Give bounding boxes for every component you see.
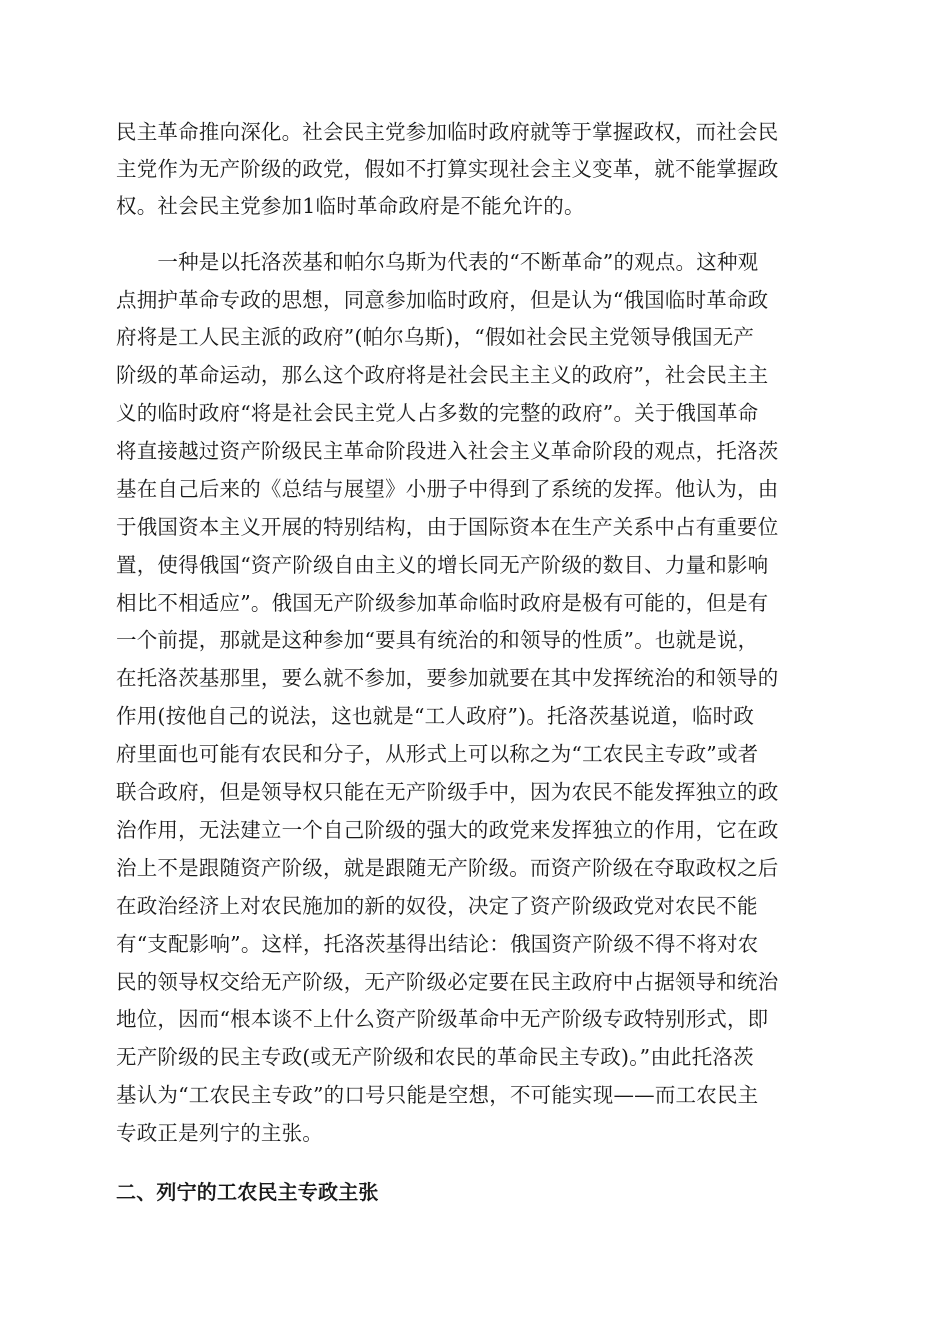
- text-line: 府里面也可能有农民和分子，从形式上可以称之为“工农民主专政”或者: [116, 742, 759, 766]
- text-line: 相比不相适应”。俄国无产阶级参加革命临时政府是极有可能的，但是有: [116, 591, 769, 615]
- text-line: 一个前提，那就是这种参加“要具有统治的和领导的性质”。也就是说，: [116, 628, 759, 652]
- text-line: 于俄国资本主义开展的特别结构，由于国际资本在生产关系中占有重要位: [116, 515, 779, 539]
- text-line: 置，使得俄国“资产阶级自由主义的增长同无产阶级的数目、力量和影响: [116, 553, 769, 577]
- text-line: 在托洛茨基那里，要么就不参加，要参加就要在其中发挥统治的和领导的: [116, 666, 779, 690]
- text-line: 有“支配影响”。这样，托洛茨基得出结论：俄国资产阶级不得不将对农: [116, 932, 759, 956]
- text-line: 在政治经济上对农民施加的新的奴役，决定了资产阶级政党对农民不能: [116, 894, 758, 918]
- text-line: 无产阶级的民主专政(或无产阶级和农民的革命民主专政)。”由此托洛茨: [116, 1045, 754, 1069]
- text-line: 治上不是跟随资产阶级，就是跟随无产阶级。而资产阶级在夺取政权之后: [116, 856, 779, 880]
- text-line: 联合政府，但是领导权只能在无产阶级手中，因为农民不能发挥独立的政: [116, 780, 779, 804]
- text-line: 主党作为无产阶级的政党，假如不打算实现社会主义变革，就不能掌握政: [116, 157, 779, 181]
- text-line: 作用(按他自己的说法，这也就是“工人政府”)。托洛茨基说道，临时政: [116, 704, 755, 728]
- text-line: 点拥护革命专政的思想，同意参加临时政府，但是认为“俄国临时革命政: [116, 288, 769, 312]
- text-line: 民的领导权交给无产阶级，无产阶级必定要在民主政府中占据领导和统治: [116, 970, 779, 994]
- text-line: 将直接越过资产阶级民主革命阶段进入社会主义革命阶段的观点，托洛茨: [116, 439, 779, 463]
- text-line: 义的临时政府“将是社会民主党人占多数的完整的政府”。关于俄国革命: [116, 401, 759, 425]
- text-line: 阶级的革命运动，那么这个政府将是社会民主主义的政府”，社会民主主: [116, 363, 769, 387]
- text-line: 基认为“工农民主专政”的口号只能是空想，不可能实现——而工农民主: [116, 1083, 759, 1107]
- text-line: 权。社会民主党参加1临时革命政府是不能允许的。: [116, 194, 585, 218]
- text-line: 民主革命推向深化。社会民主党参加临时政府就等于掌握政权，而社会民: [116, 120, 779, 144]
- text-line: 专政正是列宁的主张。: [116, 1121, 323, 1145]
- text-line: 治作用，无法建立一个自己阶级的强大的政党来发挥独立的作用，它在政: [116, 818, 779, 842]
- text-line: 地位，因而“根本谈不上什么资产阶级革命中无产阶级专政特别形式，即: [116, 1007, 769, 1031]
- text-line: 一种是以托洛茨基和帕尔乌斯为代表的“不断革命”的观点。这种观: [116, 250, 759, 274]
- text-line: 府将是工人民主派的政府”(帕尔乌斯)，“假如社会民主党领导俄国无产: [116, 325, 755, 349]
- section-heading: 二、列宁的工农民主专政主张: [116, 1180, 379, 1204]
- text-line: 基在自己后来的《总结与展望》小册子中得到了系统的发挥。他认为，由: [116, 477, 779, 501]
